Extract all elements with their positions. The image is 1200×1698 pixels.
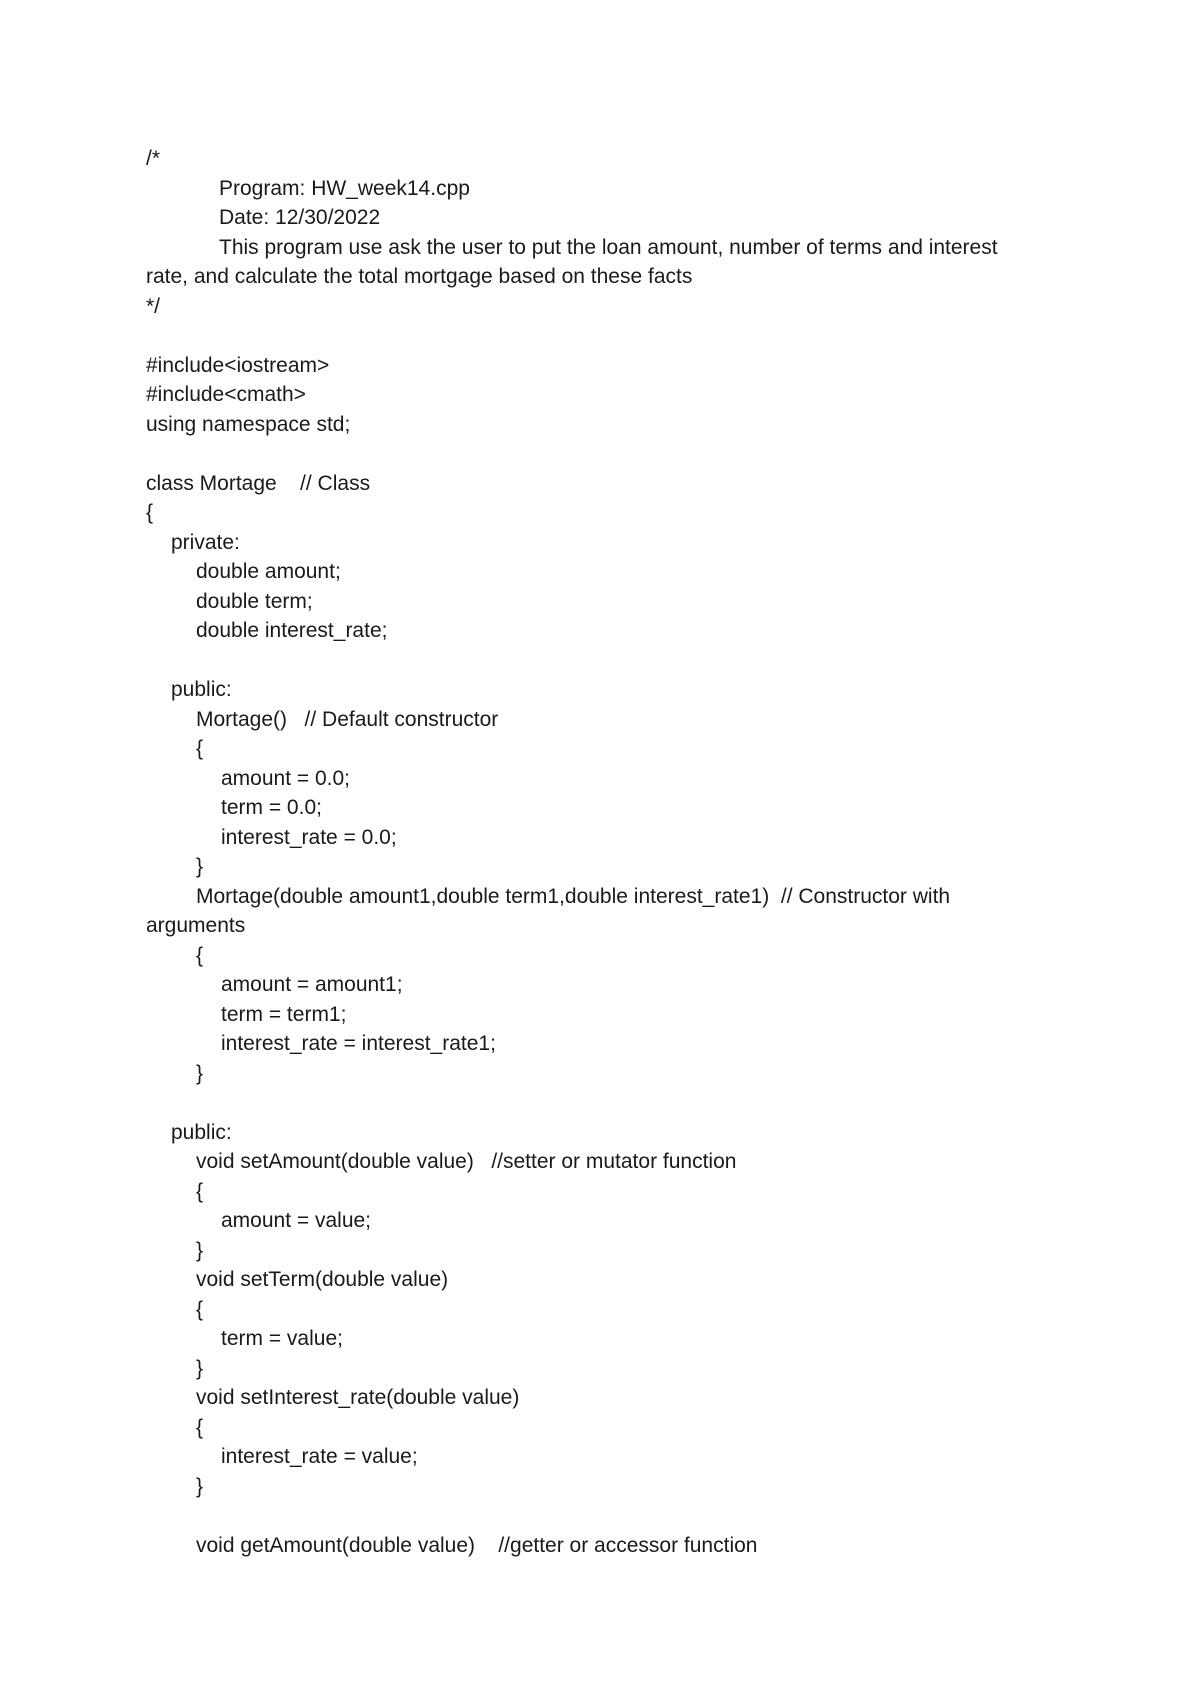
- code-line: void setAmount(double value) //setter or mutator function: [196, 1150, 737, 1173]
- code-line: #include<iostream>: [146, 353, 330, 377]
- code-line: term = 0.0;: [221, 796, 322, 819]
- code-line: term = value;: [221, 1327, 343, 1350]
- code-line: {: [196, 1179, 204, 1203]
- code-line: Mortage() // Default constructor: [196, 707, 499, 731]
- code-line: amount = 0.0;: [221, 766, 351, 790]
- code-line: Date: 12/30/2022: [219, 206, 381, 229]
- code-line: amount = amount1;: [221, 973, 403, 996]
- code-line: {: [146, 501, 154, 524]
- code-line: interest_rate = 0.0;: [221, 825, 397, 849]
- blank-line: [146, 321, 1066, 351]
- code-line: Mortage(double amount1,double term1,double interest_rate1) // Constructor with: [196, 884, 951, 908]
- code-line: double term;: [196, 589, 313, 613]
- code-line: void getAmount(double value) //getter or accessor function: [196, 1533, 758, 1557]
- code-line: {: [196, 1297, 204, 1321]
- code-line: double interest_rate;: [196, 619, 388, 642]
- code-line: amount = value;: [221, 1209, 372, 1232]
- code-line: arguments: [146, 914, 246, 937]
- code-line: interest_rate = value;: [221, 1445, 418, 1468]
- code-line: term = term1;: [221, 1002, 347, 1026]
- code-line: public:: [171, 1120, 232, 1144]
- code-line: /*: [146, 147, 161, 170]
- code-line: #include<cmath>: [146, 383, 306, 406]
- code-line: double amount;: [196, 560, 341, 583]
- code-line: interest_rate = interest_rate1;: [221, 1032, 496, 1055]
- blank-line: [146, 439, 1066, 469]
- code-line: void setTerm(double value): [196, 1268, 449, 1291]
- code-line: This program use ask the user to put the loan amount, number of terms and interest: [219, 235, 998, 259]
- code-line: }: [196, 1356, 204, 1380]
- code-line: private:: [171, 530, 240, 554]
- code-listing: [146, 144, 1066, 1560]
- code-line: using namespace std;: [146, 412, 351, 436]
- code-line: }: [196, 1238, 204, 1262]
- code-line: */: [146, 294, 161, 318]
- code-line: class Mortage // Class: [146, 471, 371, 495]
- code-line: Program: HW_week14.cpp: [219, 176, 470, 200]
- code-line: {: [196, 943, 204, 967]
- blank-line: [146, 646, 1066, 676]
- code-line: }: [196, 855, 204, 878]
- code-line: {: [196, 737, 204, 760]
- blank-line: [146, 1088, 1066, 1118]
- code-line: }: [196, 1061, 204, 1085]
- code-line: public:: [171, 678, 232, 701]
- code-line: rate, and calculate the total mortgage based on these facts: [146, 265, 693, 288]
- blank-line: [146, 1501, 1066, 1531]
- code-line: {: [196, 1415, 204, 1439]
- code-line: }: [196, 1474, 204, 1498]
- code-line: void setInterest_rate(double value): [196, 1386, 520, 1409]
